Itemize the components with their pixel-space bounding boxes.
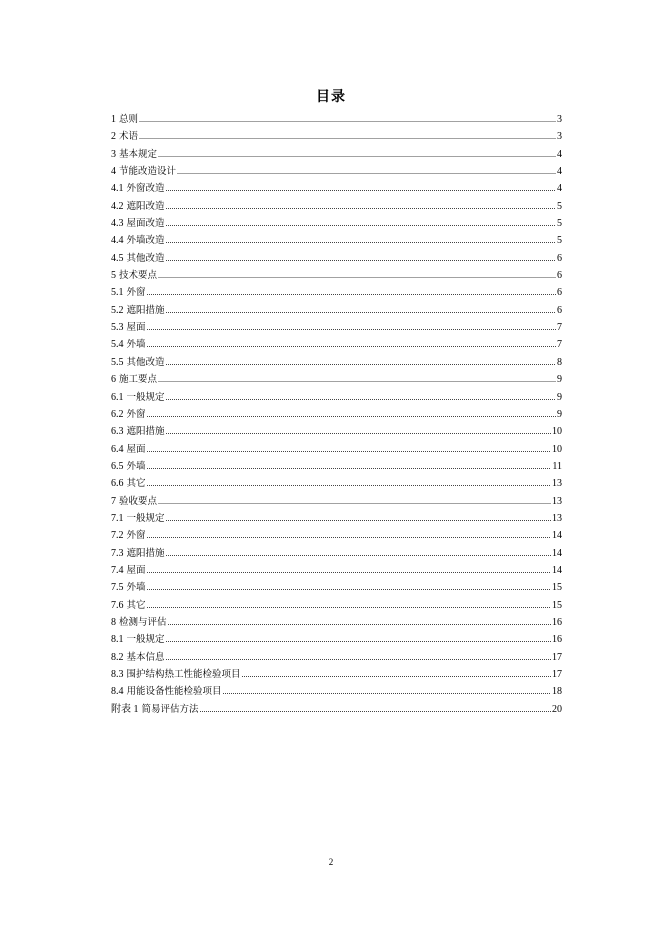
toc-entry-number: 7.6 [111, 599, 124, 611]
toc-entry-page: 9 [557, 408, 562, 420]
toc-entry-number: 4 [111, 166, 116, 178]
toc-entry[interactable] [111, 371, 562, 388]
toc-entry-label [111, 371, 157, 388]
toc-dot-leader [200, 701, 551, 718]
toc-entry-page: 17 [552, 669, 562, 680]
toc-entry-label [111, 701, 199, 718]
toc-entry-text: 其它 [126, 599, 146, 611]
toc-entry[interactable] [111, 649, 562, 666]
toc-entry-number: 4.4 [111, 235, 124, 247]
toc-entry-number: 7 [111, 495, 116, 507]
toc-entry-text: 外墙 [126, 460, 146, 472]
toc-entry-number: 7.2 [111, 530, 124, 542]
toc-entry-page: 4 [557, 148, 562, 160]
toc-entry-number: 4.1 [111, 183, 124, 195]
toc-entry[interactable] [111, 146, 562, 163]
toc-dot-leader [139, 128, 556, 145]
toc-entry[interactable] [111, 545, 562, 562]
toc-entry-text: 外墙改造 [126, 235, 165, 247]
toc-entry-number: 3 [111, 148, 116, 160]
toc-dot-leader [147, 579, 551, 596]
toc-entry[interactable] [111, 527, 562, 544]
toc-dot-leader [147, 336, 556, 353]
toc-dot-leader [166, 354, 556, 371]
toc-dot-leader [147, 597, 551, 614]
toc-dot-leader [166, 215, 556, 232]
toc-entry-text: 其它 [126, 478, 146, 490]
toc-entry-number: 5 [111, 270, 116, 282]
toc-dot-leader [166, 545, 551, 562]
toc-entry-label [111, 250, 165, 267]
toc-entry-label [111, 493, 157, 510]
toc-entry-page: 13 [552, 495, 562, 507]
toc-dot-leader [147, 441, 551, 458]
toc-entry-label [111, 423, 165, 440]
toc-entry-label [111, 146, 157, 163]
toc-entry-page: 14 [552, 564, 562, 576]
page-number: 2 [328, 857, 334, 867]
toc-entry-text: 检测与评估 [119, 616, 167, 628]
toc-entry-number: 6.6 [111, 478, 124, 490]
toc-entry-text: 一般规定 [126, 512, 165, 524]
toc-dot-leader [166, 423, 551, 440]
toc-entry-text: 用能设备性能检验项目 [126, 686, 222, 698]
toc-entry-page: 6 [557, 287, 562, 299]
toc-entry[interactable] [111, 475, 562, 492]
toc-entry[interactable] [111, 493, 562, 510]
toc-entry-text: 遮阳措施 [126, 426, 165, 438]
toc-entry-page: 15 [552, 599, 562, 611]
toc-entry-number: 附表 1 [111, 703, 139, 715]
toc-entry-page: 5 [557, 218, 562, 230]
toc-dot-leader [147, 475, 551, 492]
toc-entry-page: 9 [557, 374, 562, 386]
toc-entry[interactable] [111, 336, 562, 353]
toc-entry-number: 8.1 [111, 634, 124, 646]
toc-entry-label [111, 406, 146, 423]
toc-dot-leader [147, 562, 551, 579]
toc-entry-number: 6.1 [111, 391, 124, 403]
toc-entry-page: 14 [552, 547, 562, 559]
toc-entry-text: 技术要点 [119, 270, 158, 282]
toc-entry-page: 5 [557, 200, 562, 212]
toc-entry-text: 遮阳措施 [126, 547, 165, 559]
toc-entry[interactable] [111, 267, 562, 284]
toc-entry[interactable] [111, 631, 562, 648]
toc-entry-label [111, 319, 146, 336]
toc-dot-leader [158, 493, 551, 510]
toc-entry-number: 4.3 [111, 218, 124, 230]
toc-entry-text: 总则 [119, 114, 139, 125]
toc-entry-number: 2 [111, 131, 116, 143]
toc-entry[interactable] [111, 666, 562, 683]
toc-entry-text: 其他改造 [126, 252, 165, 264]
toc-entry-label [111, 284, 146, 301]
toc-dot-leader [166, 631, 551, 648]
toc-entry-text: 验收要点 [119, 495, 158, 507]
toc-entry-number: 4.2 [111, 200, 124, 212]
toc-entry[interactable] [111, 389, 562, 406]
toc-dot-leader [158, 267, 556, 284]
toc-entry-text: 外窗 [126, 287, 146, 299]
toc-dot-leader [158, 371, 556, 388]
toc-entry[interactable] [111, 406, 562, 423]
toc-entry[interactable] [111, 302, 562, 319]
toc-entry-label [111, 215, 165, 232]
toc-entry-page: 8 [557, 356, 562, 368]
toc-entry-text: 屋面 [126, 443, 146, 455]
toc-entry[interactable] [111, 319, 562, 336]
toc-dot-leader [147, 284, 556, 301]
toc-entry-number: 6.4 [111, 443, 124, 455]
toc-entry-label [111, 614, 167, 631]
toc-entry-label [111, 198, 165, 215]
toc-entry-label [111, 389, 165, 406]
toc-entry-number: 6 [111, 374, 116, 386]
toc-entry-page: 10 [552, 426, 562, 438]
toc-entry-page: 4 [557, 166, 562, 178]
toc-entry[interactable] [111, 232, 562, 249]
toc-dot-leader [166, 389, 556, 406]
toc-entry-label [111, 562, 146, 579]
toc-entry-text: 简易评估方法 [141, 703, 199, 715]
toc-entry-label [111, 579, 146, 596]
toc-entry-label [111, 683, 222, 700]
toc-dot-leader [147, 458, 552, 475]
toc-entry-page: 20 [552, 703, 562, 715]
toc-entry-number: 5.2 [111, 304, 124, 316]
toc-entry-page: 9 [557, 391, 562, 403]
toc-entry-number: 6.2 [111, 408, 124, 420]
toc-dot-leader [147, 406, 556, 423]
toc-entry-text: 一般规定 [126, 391, 165, 403]
toc-title: 目录 [316, 89, 346, 105]
toc-entry[interactable] [111, 284, 562, 301]
toc-entry-text: 其他改造 [126, 356, 165, 368]
toc-entry-number: 7.4 [111, 564, 124, 576]
toc-entry-page: 18 [552, 686, 562, 698]
toc-dot-leader [147, 527, 551, 544]
toc-entry-text: 外墙 [126, 339, 146, 351]
toc-entry-page: 14 [552, 530, 562, 542]
toc-entry-label [111, 302, 165, 319]
toc-entry-label [111, 631, 165, 648]
toc-entry-page: 17 [552, 651, 562, 663]
toc-entry[interactable] [111, 111, 562, 128]
toc-entry-label [111, 163, 176, 180]
toc-entry[interactable] [111, 597, 562, 614]
toc-entry[interactable] [111, 163, 562, 180]
toc-entry-page: 11 [552, 460, 562, 472]
toc-entry-page: 5 [557, 235, 562, 247]
toc-entry-page: 10 [552, 443, 562, 455]
toc-entry-number: 7.1 [111, 512, 124, 524]
toc-dot-leader [166, 302, 556, 319]
toc-entry-text: 基本规定 [119, 148, 158, 160]
toc-entry-number: 1 [111, 114, 116, 125]
toc-dot-leader [166, 250, 556, 267]
toc-entry-label [111, 354, 165, 371]
toc-entry-label [111, 475, 146, 492]
toc-entry[interactable] [111, 614, 562, 631]
toc-dot-leader [166, 232, 556, 249]
toc-entry-number: 8.4 [111, 686, 124, 698]
toc-entry-page: 15 [552, 582, 562, 594]
toc-dot-leader [166, 180, 556, 197]
toc-entry[interactable] [111, 198, 562, 215]
toc-entry-page: 7 [557, 339, 562, 351]
toc-dot-leader [166, 510, 551, 527]
toc-entry-number: 7.3 [111, 547, 124, 559]
toc-entry-text: 外窗 [126, 530, 146, 542]
toc-entry[interactable] [111, 562, 562, 579]
toc-entry-text: 外窗 [126, 408, 146, 420]
toc-entry-text: 遮阳改造 [126, 200, 165, 212]
toc-entry-page: 3 [557, 131, 562, 143]
toc-dot-leader [168, 614, 551, 631]
toc-entry-number: 5.4 [111, 339, 124, 351]
toc-entry-text: 遮阳措施 [126, 304, 165, 316]
toc-entry-text: 屋面 [126, 564, 146, 576]
toc-entry-text: 屋面改造 [126, 218, 165, 230]
toc-entry-page: 16 [552, 616, 562, 628]
toc-entry[interactable] [111, 458, 562, 475]
toc-dot-leader [242, 666, 551, 683]
toc-entry-label [111, 545, 165, 562]
toc-entry-label [111, 510, 165, 527]
toc-entry-text: 基本信息 [126, 651, 165, 663]
toc-entry-number: 8 [111, 616, 116, 628]
toc-entry-number: 8.2 [111, 651, 124, 663]
toc-entry-text: 外窗改造 [126, 183, 165, 195]
toc-entry-text: 节能改造设计 [119, 166, 177, 178]
toc-entry-label [111, 666, 241, 683]
toc-entry[interactable] [111, 510, 562, 527]
toc-dot-leader [166, 198, 556, 215]
toc-entry-number: 5.5 [111, 356, 124, 368]
toc-entry-page: 16 [552, 634, 562, 646]
toc-entry-label [111, 597, 146, 614]
toc-entry-page: 6 [557, 304, 562, 316]
toc-entry-number: 4.5 [111, 252, 124, 264]
toc-entry-label [111, 111, 138, 128]
toc-entry-page: 6 [557, 270, 562, 282]
toc-entry-label [111, 649, 165, 666]
toc-entry-number: 6.3 [111, 426, 124, 438]
toc-entry[interactable] [111, 683, 562, 700]
toc-entry-page: 4 [557, 183, 562, 195]
toc-dot-leader [139, 111, 556, 128]
toc-entry[interactable] [111, 354, 562, 371]
toc-entry-label [111, 527, 146, 544]
toc-entry[interactable] [111, 215, 562, 232]
toc-dot-leader [177, 163, 556, 180]
toc-entry-page: 6 [557, 252, 562, 264]
toc-entry-label [111, 267, 157, 284]
toc-entry-text: 围护结构热工性能检验项目 [126, 669, 241, 680]
toc-dot-leader [223, 683, 551, 700]
toc-entry-label [111, 441, 146, 458]
toc-entry[interactable] [111, 250, 562, 267]
toc-entry[interactable] [111, 441, 562, 458]
toc-entry-label [111, 232, 165, 249]
toc-entry-text: 外墙 [126, 582, 146, 594]
toc-entry-label [111, 128, 138, 145]
toc-entry-page: 13 [552, 512, 562, 524]
toc-list [111, 111, 562, 718]
toc-entry-label [111, 336, 146, 353]
toc-entry-label [111, 180, 165, 197]
toc-entry-number: 5.3 [111, 322, 124, 334]
toc-entry-text: 术语 [119, 131, 139, 143]
toc-entry-number: 8.3 [111, 669, 124, 680]
toc-entry-text: 屋面 [126, 322, 146, 334]
toc-entry[interactable] [111, 128, 562, 145]
toc-entry-number: 6.5 [111, 460, 124, 472]
toc-entry[interactable] [111, 423, 562, 440]
toc-entry-label [111, 458, 146, 475]
toc-entry-text: 施工要点 [119, 374, 158, 386]
toc-entry-number: 5.1 [111, 287, 124, 299]
toc-entry-page: 13 [552, 478, 562, 490]
toc-dot-leader [147, 319, 556, 336]
toc-entry-page: 7 [557, 322, 562, 334]
toc-entry-text: 一般规定 [126, 634, 165, 646]
toc-entry[interactable] [111, 180, 562, 197]
toc-dot-leader [166, 649, 551, 666]
toc-dot-leader [158, 146, 556, 163]
toc-entry-page: 3 [557, 114, 562, 125]
toc-entry-number: 7.5 [111, 582, 124, 594]
toc-entry[interactable] [111, 579, 562, 596]
toc-entry[interactable] [111, 701, 562, 718]
